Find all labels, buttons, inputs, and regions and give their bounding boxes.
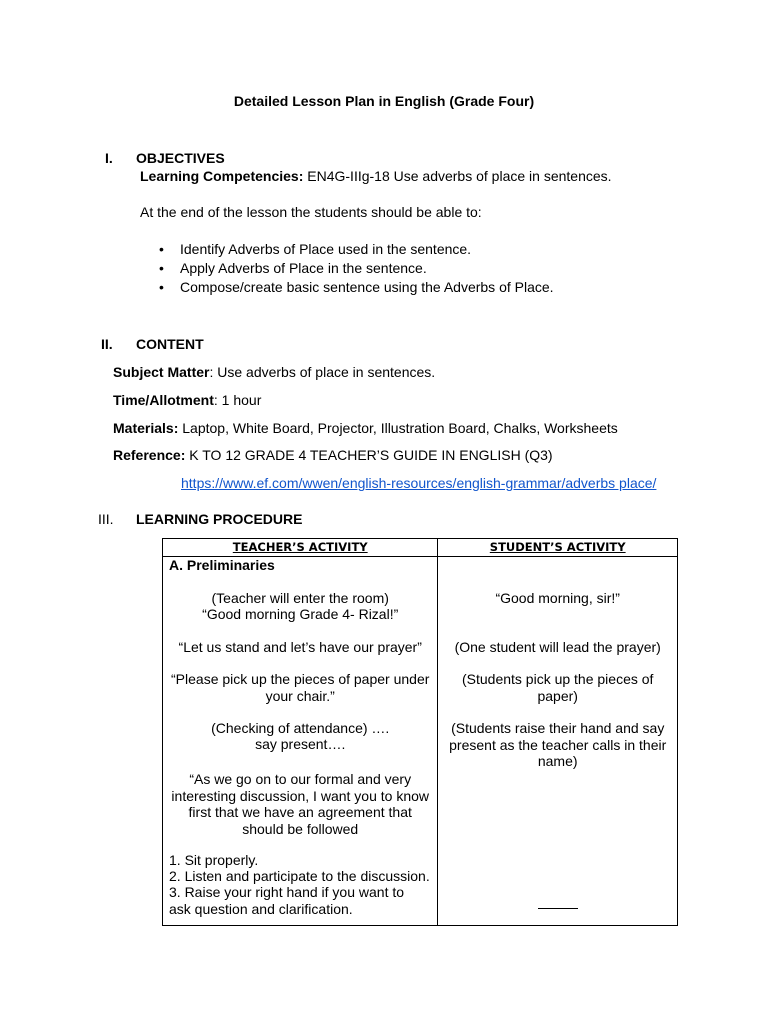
bullet-icon: • bbox=[159, 260, 164, 276]
section-number-objectives: I. bbox=[105, 150, 113, 166]
procedure-table bbox=[162, 538, 678, 926]
reference-text: K TO 12 GRADE 4 TEACHER’S GUIDE IN ENGLISH (Q3) bbox=[185, 447, 553, 463]
time-allotment-label: Time/Allotment bbox=[113, 392, 214, 408]
time-allotment bbox=[113, 392, 261, 408]
list-item: • Apply Adverbs of Place in the sentence. bbox=[159, 260, 427, 276]
subject-matter bbox=[113, 364, 435, 380]
bullet-icon: • bbox=[159, 279, 164, 295]
teacher-attendance-2: say present…. bbox=[255, 736, 346, 752]
teacher-prayer: “Let us stand and let’s have our prayer” bbox=[178, 639, 422, 655]
subject-matter-text: : Use adverbs of place in sentences. bbox=[209, 364, 436, 380]
teacher-paper: “Please pick up the pieces of paper under your chair.” bbox=[171, 671, 430, 704]
student-prayer: (One student will lead the prayer) bbox=[454, 639, 661, 655]
section-number-content: II. bbox=[101, 336, 113, 352]
student-paper: (Students pick up the pieces of paper) bbox=[461, 671, 654, 704]
rule-2: 2. Listen and participate to the discussion. bbox=[169, 868, 430, 884]
materials bbox=[113, 420, 618, 436]
teacher-agreement: “As we go on to our formal and very interesting discussion, I want you to know first that we have an agreement that should be followed bbox=[171, 771, 429, 837]
objectives-intro: At the end of the lesson the students should be able to: bbox=[140, 204, 482, 220]
teacher-attendance-1: (Checking of attendance) …. bbox=[211, 720, 390, 736]
learning-competencies bbox=[140, 168, 612, 184]
reference-label: Reference: bbox=[113, 447, 186, 463]
table-header-row bbox=[163, 539, 678, 557]
bullet-icon: • bbox=[159, 241, 164, 257]
list-item: • Identify Adverbs of Place used in the sentence. bbox=[159, 241, 472, 257]
teacher-activity-cell bbox=[163, 557, 438, 926]
list-item: • Compose/create basic sentence using the Adverbs of Place. bbox=[159, 279, 554, 295]
rule-1: 1. Sit properly. bbox=[169, 852, 259, 868]
student-activity-cell bbox=[438, 557, 678, 926]
section-heading-objectives: OBJECTIVES bbox=[136, 150, 225, 166]
reference bbox=[113, 447, 553, 463]
student-column-header: STUDENT’S ACTIVITY bbox=[438, 539, 678, 557]
learning-competencies-label: Learning Competencies: bbox=[140, 168, 304, 184]
rule-3: 3. Raise your right hand if you want to ask question and clarification. bbox=[169, 884, 405, 917]
time-allotment-text: : 1 hour bbox=[213, 392, 262, 408]
materials-text: Laptop, White Board, Projector, Illustration Board, Chalks, Worksheets bbox=[178, 420, 618, 436]
reference-link[interactable]: https://www.ef.com/wwen/english-resources/english-grammar/adverbs place/ bbox=[181, 475, 657, 491]
learning-competencies-text: EN4G-IIIg-18 Use adverbs of place in sentences. bbox=[303, 168, 612, 184]
table-row bbox=[163, 557, 678, 926]
teacher-greeting: “Good morning Grade 4- Rizal!” bbox=[202, 606, 399, 622]
student-greeting: “Good morning, sir!” bbox=[495, 590, 620, 606]
section-heading-procedure: LEARNING PROCEDURE bbox=[136, 511, 303, 527]
section-heading-content: CONTENT bbox=[136, 336, 204, 352]
student-attendance: (Students raise their hand and say present as the teacher calls in their name) bbox=[449, 720, 667, 769]
blank-line bbox=[538, 908, 578, 909]
teacher-enter: (Teacher will enter the room) bbox=[211, 590, 389, 606]
subject-matter-label: Subject Matter bbox=[113, 364, 210, 380]
teacher-column-header: TEACHER’S ACTIVITY bbox=[163, 539, 438, 557]
page-title: Detailed Lesson Plan in English (Grade Four) bbox=[233, 93, 535, 109]
preliminaries-heading: A. Preliminaries bbox=[169, 557, 275, 573]
objectives-list bbox=[155, 240, 554, 297]
materials-label: Materials: bbox=[113, 420, 179, 436]
section-number-procedure: III. bbox=[98, 511, 114, 527]
